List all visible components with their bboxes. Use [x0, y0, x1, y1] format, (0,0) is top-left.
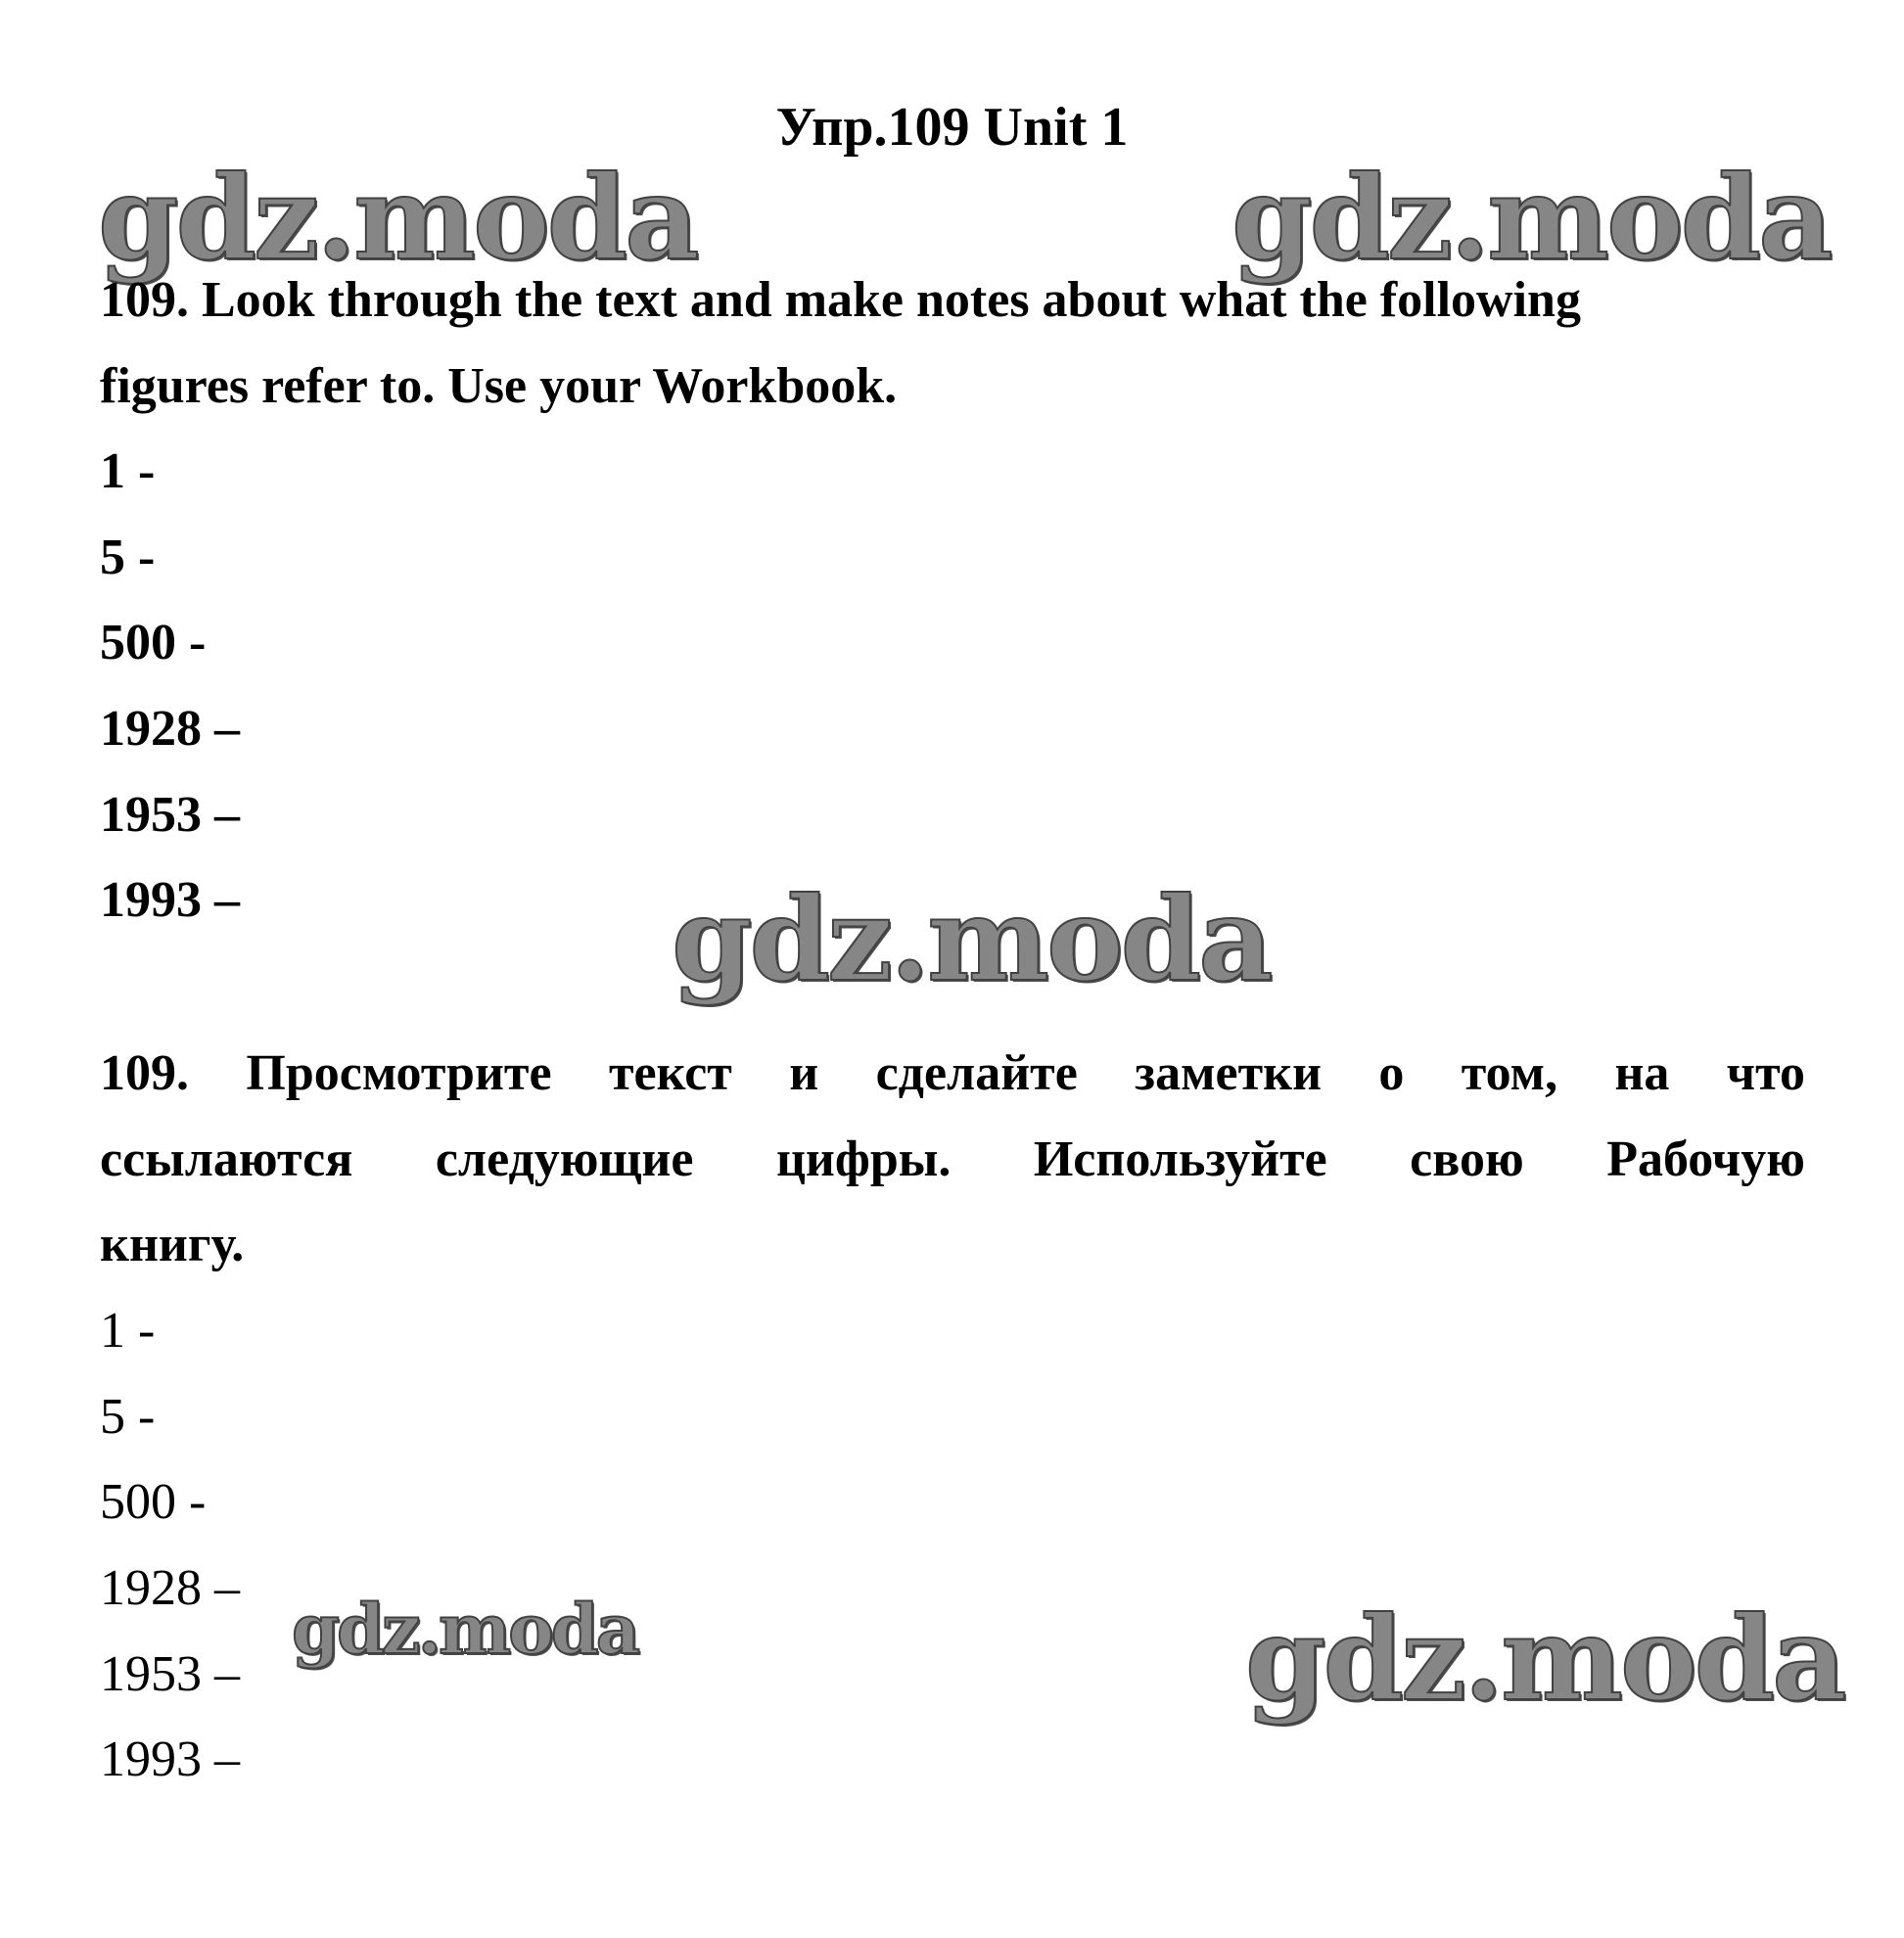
russian-item-6: 1993 – [100, 1731, 240, 1787]
watermark-middle: gdz.moda [672, 871, 1271, 1007]
english-item-6: 1993 – [100, 872, 240, 928]
russian-item-1: 1 - [100, 1303, 156, 1359]
russian-instruction-line-3: книгу. [100, 1217, 245, 1272]
english-instruction-line-1: 109. Look through the text and make notes about what the following [100, 272, 1581, 328]
watermark-bottom-left: gdz.moda [292, 1589, 638, 1670]
russian-instruction-line-2: ссылаются следующие цифры. Используйте свою Рабочую [100, 1131, 1805, 1187]
watermark-top-right: gdz.moda [1231, 150, 1831, 286]
english-item-3: 500 - [100, 615, 207, 670]
english-item-2: 5 - [100, 530, 156, 585]
english-item-4: 1928 – [100, 701, 240, 757]
russian-item-4: 1928 – [100, 1560, 240, 1616]
english-instruction-line-2: figures refer to. Use your Workbook. [100, 358, 898, 414]
english-item-1: 1 - [100, 443, 156, 499]
english-item-5: 1953 – [100, 787, 240, 843]
russian-item-3: 500 - [100, 1474, 207, 1530]
watermark-top-left: gdz.moda [98, 150, 697, 286]
russian-item-2: 5 - [100, 1389, 156, 1445]
watermark-bottom-right: gdz.moda [1245, 1591, 1844, 1727]
russian-item-5: 1953 – [100, 1646, 240, 1702]
russian-instruction-line-1: 109. Просмотрите текст и сделайте заметки о том, на что [100, 1045, 1805, 1101]
page-title: Упр.109 Unit 1 [775, 97, 1129, 158]
